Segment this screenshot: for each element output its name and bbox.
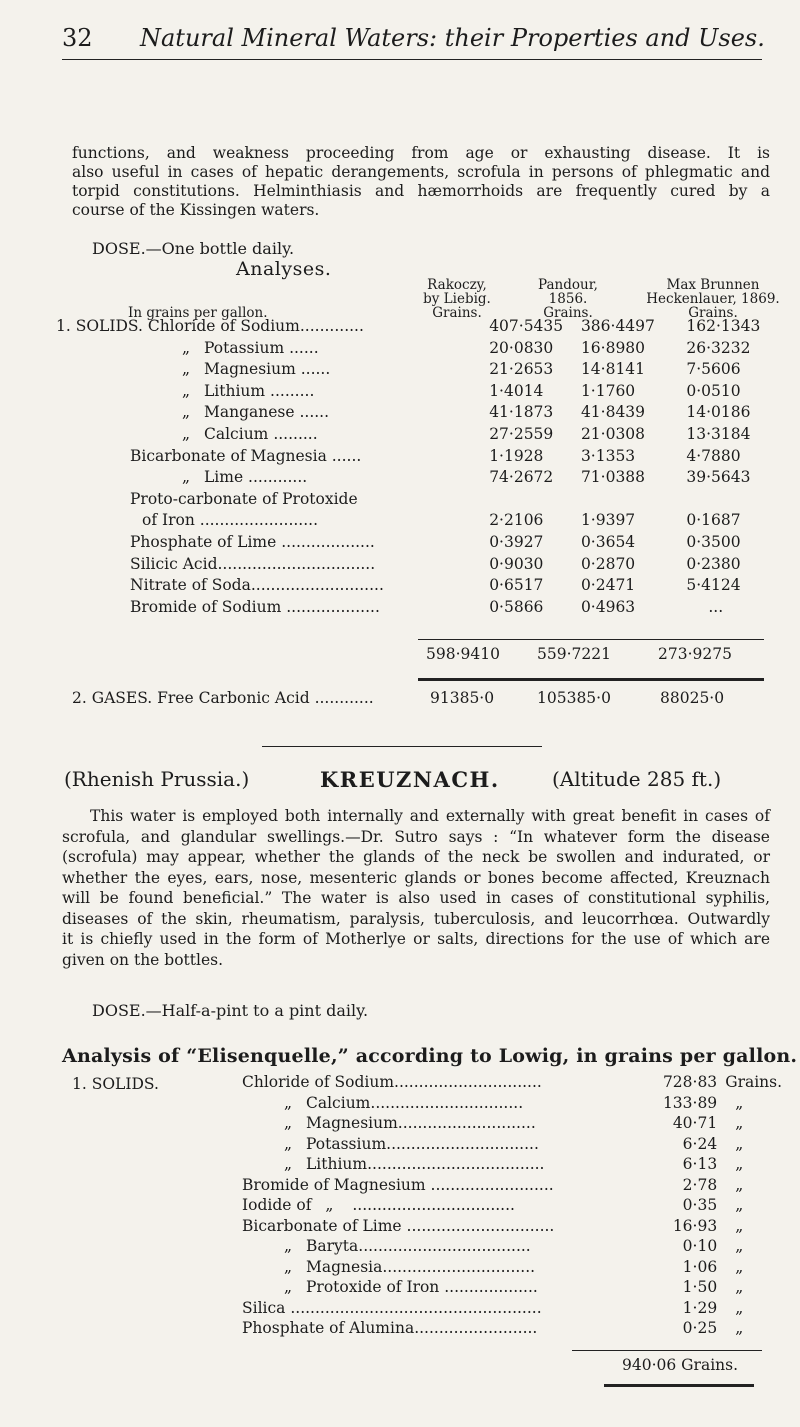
ditto-mark: „ [283, 1093, 293, 1112]
column-header-unit: Grains. [543, 305, 593, 321]
substance-label: Chloride of Sodium [242, 1073, 395, 1091]
value-cell: 20·0830 [489, 338, 554, 357]
dot-leader: ......... [265, 381, 315, 400]
ditto-mark: „ [181, 468, 191, 487]
value-cell: 1·1760 [580, 381, 636, 400]
kreuznach-paragraph [62, 806, 770, 970]
value-cell: 0·0510 [686, 381, 741, 400]
substance-label: Magnesium [306, 1114, 398, 1132]
value-cell: 1·9397 [580, 511, 636, 530]
substance-label: of Iron [142, 511, 195, 530]
value-cell: 1·50 [682, 1278, 718, 1296]
totals-rule [418, 639, 764, 640]
total-rakoczy: 598·9410 [426, 645, 500, 663]
unit-cell: „ [735, 1257, 744, 1276]
column-header-line: Pandour, [538, 277, 598, 293]
dot-leader: ......................... [414, 1319, 538, 1337]
value-cell: 71·0388 [580, 468, 646, 487]
value-cell: 1·06 [682, 1257, 718, 1276]
dot-leader: .............................. [394, 1073, 542, 1091]
value-cell: 0·5866 [489, 597, 544, 616]
table-row [56, 597, 800, 619]
value-cell: 0·2380 [686, 554, 741, 573]
value-cell: 6·24 [682, 1134, 718, 1153]
unit-cell: „ [735, 1114, 744, 1132]
substance-label: Baryta [306, 1237, 359, 1255]
table-row [62, 1072, 800, 1093]
column-header-line: Heckenlauer, 1869. [646, 291, 780, 307]
row-label [56, 446, 489, 468]
row-label [56, 597, 489, 619]
gases-max-brunnen: 88025·0 [660, 689, 725, 707]
table-row [56, 402, 800, 424]
row-label [62, 1216, 661, 1237]
row-label [56, 467, 489, 489]
table-row [56, 467, 800, 489]
substance-label: Lime [204, 468, 244, 487]
row-label [56, 402, 489, 424]
section-divider [262, 746, 542, 747]
table-row [62, 1195, 800, 1216]
dot-leader: ................................. [347, 1196, 515, 1214]
elisenquelle-total: 940·06 Grains. [622, 1356, 739, 1374]
kreuznach-line: diseases of the skin, rheumatism, paralysis, tuberculosis, and leucorrhœa. Outwardly [62, 909, 770, 928]
ditto-mark: „ [283, 1114, 293, 1132]
ditto-mark: „ [181, 403, 191, 422]
value-cell: 162·1343 [686, 317, 761, 335]
table-row [56, 338, 800, 360]
value-cell [686, 489, 800, 511]
value-cell: 2·2106 [489, 511, 544, 530]
value-cell: 6·13 [682, 1155, 718, 1173]
substance-label: Proto-carbonate of Protoxide [130, 489, 358, 508]
value-cell: 0·3654 [580, 532, 636, 551]
table-row [62, 1134, 800, 1155]
column-header-line: Max Brunnen [666, 277, 760, 293]
table-row [56, 316, 800, 338]
column-header-line: by Liebig. [423, 291, 491, 307]
value-cell: 1·29 [682, 1298, 718, 1317]
table-row [56, 510, 800, 532]
value-cell: 16·8980 [580, 338, 646, 357]
gases-row [72, 689, 374, 707]
kreuznach-altitude: (Altitude 285 ft.) [552, 767, 722, 791]
gases-pandour: 105385·0 [537, 689, 611, 707]
elisenquelle-table [62, 1072, 800, 1339]
unit-cell: Grains. [725, 1073, 783, 1091]
dot-leader: ...... [326, 446, 362, 465]
substance-label: Nitrate of Soda [130, 576, 251, 595]
value-cell: 0·3927 [489, 532, 544, 551]
substance-label: Magnesium [204, 360, 296, 379]
row-label [62, 1236, 661, 1257]
table-row [62, 1154, 800, 1175]
table-row [62, 1277, 800, 1298]
unit-cell: „ [735, 1155, 744, 1173]
row-label [56, 316, 489, 338]
dot-leader: ............ [309, 689, 374, 707]
value-cell: 1·4014 [489, 381, 544, 400]
substance-label: Phosphate of Lime [130, 532, 277, 551]
table-row [62, 1216, 800, 1237]
column-header-line: Rakoczy, [427, 277, 487, 293]
totals-double-rule [418, 678, 764, 681]
column-header-unit: Grains. [688, 305, 738, 321]
dot-leader: ................... [439, 1278, 538, 1296]
table-row [62, 1113, 800, 1134]
substance-label: Bicarbonate of Magnesia [130, 446, 327, 465]
dot-leader: ......................... [425, 1175, 554, 1194]
dot-leader: ......... [268, 424, 318, 443]
row-label [62, 1134, 661, 1155]
value-cell: 26·3232 [686, 338, 751, 357]
dot-leader: .................................... [367, 1155, 545, 1173]
ditto-mark: „ [283, 1134, 293, 1153]
table-row [62, 1298, 800, 1319]
value-cell: 16·93 [672, 1216, 718, 1235]
value-cell: 0·25 [682, 1319, 718, 1337]
substance-label: Potassium [204, 338, 285, 357]
unit-cell: „ [735, 1298, 744, 1317]
dot-leader: ........................ [194, 511, 319, 530]
unit-cell: „ [735, 1196, 744, 1214]
solids-label: 1. SOLIDS. [56, 317, 143, 335]
row-label [62, 1277, 661, 1298]
value-cell [489, 489, 581, 511]
table-row [56, 489, 800, 511]
intro-line: also useful in cases of hepatic derangements, scrofula in persons of phlegmatic and [72, 163, 770, 181]
unit-cell: „ [735, 1216, 744, 1235]
ditto-mark: „ [181, 360, 191, 379]
value-cell: 14·0186 [686, 403, 751, 422]
kreuznach-line: This water is employed both internally and externally with great benefit in cases of [90, 807, 770, 825]
total-pandour: 559·7221 [537, 645, 611, 663]
kreuznach-line: given on the bottles. [62, 950, 223, 969]
column-header-pandour [513, 278, 623, 320]
kreuznach-region: (Rhenish Prussia.) [64, 767, 250, 791]
substance-label: Magnesia [306, 1257, 383, 1276]
column-header-max-brunnen [632, 278, 794, 320]
table-row [62, 1175, 800, 1196]
row-label [62, 1093, 661, 1114]
solids-label: 1. SOLIDS. [72, 1075, 159, 1093]
value-cell: 41·1873 [489, 403, 554, 422]
value-cell [581, 489, 686, 511]
value-cell: 133·89 [662, 1093, 718, 1112]
dose-kissingen: DOSE.—One bottle daily. [92, 239, 295, 258]
value-cell: ... [708, 597, 724, 616]
row-label [62, 1175, 661, 1196]
value-cell: 5·4124 [686, 576, 741, 595]
value-cell: 728·83 [662, 1073, 718, 1091]
table-row [56, 575, 800, 597]
value-cell: 40·71 [672, 1114, 718, 1132]
table-row [56, 381, 800, 403]
substance-label: Calcium [204, 424, 269, 443]
table-row [62, 1236, 800, 1257]
dot-leader: ...... [294, 403, 330, 422]
value-cell: 7·5606 [686, 360, 741, 379]
substance-label: Bromide of Sodium [130, 597, 282, 616]
dot-leader: ................................ [217, 554, 376, 573]
row-label [56, 338, 489, 360]
gases-label: 2. GASES. Free Carbonic Acid [72, 689, 310, 707]
substance-label: Silicic Acid [130, 554, 218, 573]
total-double-rule [604, 1384, 754, 1387]
ditto-mark: „ [181, 338, 191, 357]
substance-label: Protoxide of Iron [306, 1278, 440, 1296]
dot-leader: ............................... [370, 1093, 524, 1112]
value-cell: 21·2653 [489, 360, 554, 379]
substance-label: Chloride of Sodium [147, 317, 300, 335]
substance-label: Phosphate of Alumina [242, 1319, 415, 1337]
value-cell: 386·4497 [580, 317, 655, 335]
unit-cell: „ [735, 1134, 744, 1153]
value-cell: 14·8141 [580, 360, 646, 379]
kreuznach-line: scrofula, and glandular swellings.—Dr. Sutro says : “In whatever form the disease [62, 827, 770, 846]
row-label [56, 532, 489, 554]
row-label [56, 510, 489, 532]
dot-leader: ............ [243, 468, 308, 487]
value-cell: 0·3500 [686, 532, 741, 551]
row-label [56, 575, 489, 597]
unit-cell: „ [735, 1319, 744, 1337]
value-cell: 0·1687 [686, 511, 741, 530]
value-cell: 0·6517 [489, 576, 544, 595]
ditto-mark: „ [181, 381, 191, 400]
row-label [62, 1113, 661, 1134]
page-number: 32 [62, 24, 93, 52]
table-row [62, 1318, 800, 1339]
row-label [62, 1072, 661, 1093]
value-cell: 0·2471 [580, 576, 636, 595]
intro-line: course of the Kissingen waters. [72, 201, 320, 219]
kreuznach-line: (scrofula) may appear, whether the glands of the neck be swollen and indurated, or [62, 848, 770, 866]
column-header-unit: Grains. [432, 305, 482, 321]
ditto-mark: „ [283, 1237, 293, 1255]
unit-label: In grains per gallon. [128, 305, 268, 321]
ditto-mark: „ [283, 1155, 293, 1173]
intro-line: torpid constitutions. Helminthiasis and hæmorrhoids are frequently cured by a [72, 182, 770, 200]
table-row [56, 359, 800, 381]
ditto-mark: „ [283, 1278, 293, 1296]
row-label [56, 489, 489, 511]
kreuznach-line: it is chiefly used in the form of Motherlye or salts, directions for the use of which are [62, 930, 770, 948]
unit-cell: „ [735, 1093, 744, 1112]
row-label [62, 1298, 661, 1319]
substance-label: Potassium [306, 1134, 387, 1153]
table-row [56, 446, 800, 468]
dot-leader: ................................................... [285, 1298, 542, 1317]
dot-leader: ...... [295, 360, 331, 379]
dot-leader: ........................... [250, 576, 384, 595]
unit-cell: „ [735, 1237, 744, 1255]
intro-line: functions, and weakness proceeding from age or exhausting disease. It is [72, 144, 770, 162]
dot-leader: .............................. [401, 1216, 555, 1235]
value-cell: 0·35 [682, 1196, 718, 1214]
unit-cell: „ [735, 1175, 744, 1194]
value-cell: 4·7880 [686, 446, 741, 465]
row-label [62, 1257, 661, 1278]
intro-paragraph [72, 144, 770, 220]
ditto-mark: „ [325, 1196, 334, 1214]
value-cell: 0·10 [682, 1237, 718, 1255]
substance-label: Bromide of Magnesium [242, 1175, 426, 1194]
value-cell: 27·2559 [489, 424, 554, 443]
total-rule [572, 1350, 762, 1351]
analyses-table [56, 316, 800, 618]
value-cell: 41·8439 [580, 403, 646, 422]
column-header-rakoczy [402, 278, 512, 320]
row-label [56, 381, 489, 403]
dot-leader: ................................... [358, 1237, 531, 1255]
value-cell: 13·3184 [686, 424, 751, 443]
substance-label: Calcium [306, 1093, 371, 1112]
value-cell: 21·0308 [580, 424, 646, 443]
row-label [62, 1318, 661, 1339]
substance-label: Silica [242, 1298, 286, 1317]
value-cell: 39·5643 [686, 468, 751, 487]
substance-label: Iodide of [242, 1196, 312, 1214]
table-row [62, 1257, 800, 1278]
value-cell: 1·1928 [489, 446, 544, 465]
value-cell: 74·2672 [489, 468, 554, 487]
ditto-mark: „ [283, 1257, 293, 1276]
dose-kreuznach: DOSE.—Half-a-pint to a pint daily. [92, 1001, 369, 1020]
table-row [56, 424, 800, 446]
header-rule [62, 59, 762, 60]
unit-cell: „ [735, 1278, 744, 1296]
value-cell: 0·9030 [489, 554, 544, 573]
substance-label: Manganese [204, 403, 295, 422]
dot-leader: ............. [299, 317, 364, 335]
kreuznach-title: KREUZNACH. [320, 767, 500, 792]
dot-leader: ................... [276, 532, 375, 551]
value-cell: 0·2870 [580, 554, 636, 573]
row-label [56, 554, 489, 576]
row-label [56, 359, 489, 381]
total-max-brunnen: 273·9275 [658, 645, 732, 663]
column-header-line: 1856. [548, 291, 588, 307]
ditto-mark: „ [181, 424, 191, 443]
row-label [62, 1154, 661, 1175]
analyses-title: Analyses. [236, 258, 332, 280]
value-cell: 2·78 [682, 1175, 718, 1194]
kreuznach-line: will be found beneficial.” The water is also used in cases of constitutional syphilis, [62, 889, 770, 907]
value-cell: 0·4963 [580, 597, 636, 616]
row-label [62, 1195, 661, 1216]
table-row [56, 554, 800, 576]
row-label [56, 424, 489, 446]
value-cell: 3·1353 [580, 446, 636, 465]
substance-label: Lithium [204, 381, 266, 400]
elisenquelle-analysis-title: Analysis of “Elisenquelle,” according to Lowig, in grains per gallon. [62, 1045, 798, 1067]
dot-leader: ............................ [397, 1114, 536, 1132]
kreuznach-line: whether the eyes, ears, nose, mesenteric glands or bones become affected, Kreuznach [62, 868, 770, 887]
substance-label: Bicarbonate of Lime [242, 1216, 402, 1235]
dot-leader: ............................... [382, 1257, 536, 1276]
table-row [62, 1093, 800, 1114]
value-cell: 407·5435 [489, 317, 564, 335]
table-row [56, 532, 800, 554]
dot-leader: ...... [284, 338, 319, 357]
dot-leader: ................... [281, 597, 380, 616]
running-title: Natural Mineral Waters: their Properties and Uses. [140, 24, 765, 52]
substance-label: Lithium [306, 1155, 368, 1173]
dot-leader: ............................... [386, 1134, 539, 1153]
gases-rakoczy: 91385·0 [430, 689, 495, 707]
